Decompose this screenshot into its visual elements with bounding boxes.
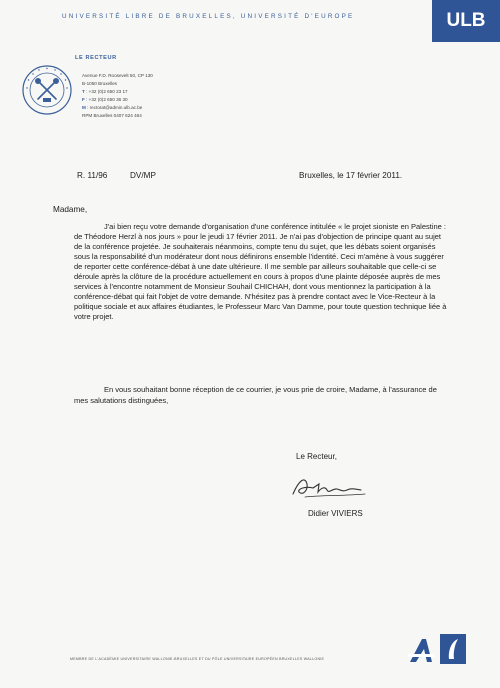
salutation: Madame,	[53, 205, 88, 214]
fax-value: : +32 (0)2 650 36 30	[84, 96, 128, 102]
footer-membership: MEMBRE DE L'ACADÉMIE UNIVERSITAIRE WALLONIE-BRUXELLES ET DU PÔLE UNIVERSITAIRE EUROPÉEN BRUXELLES WALLONIE	[70, 657, 325, 661]
phone-value: : +32 (0)2 650 23 17	[84, 88, 128, 94]
signatory-name: Didier VIVIERS	[308, 509, 363, 518]
signatory-title: Le Recteur,	[296, 452, 337, 461]
rpm-line: RPM Bruxelles 0407 624 464	[82, 112, 142, 118]
address-line: B-1050 Bruxelles	[82, 80, 117, 86]
ulb-logo	[432, 0, 500, 42]
office-heading: LE RECTEUR	[75, 55, 117, 61]
letter-closing	[74, 384, 450, 406]
ulb-seal-icon	[21, 64, 73, 116]
reference-initials: DV/MP	[130, 171, 156, 180]
reference-number: R. 11/96	[77, 171, 108, 180]
pole-logo	[440, 634, 466, 664]
phone-line	[82, 88, 153, 96]
fax-label: F	[82, 96, 85, 102]
email-line	[82, 104, 153, 112]
email-label: M	[82, 104, 86, 110]
address-line: Avenue F.D. Roosevelt 50, CP 130	[82, 73, 153, 78]
handwritten-signature	[285, 470, 375, 502]
letter-body	[74, 222, 450, 322]
university-name-line: UNIVERSITÉ LIBRE DE BRUXELLES, UNIVERSITÉ D'EUROPE	[62, 13, 355, 20]
academie-a-logo	[406, 635, 436, 665]
fax-line	[82, 96, 153, 104]
ulb-logo-text: ULB	[446, 10, 486, 31]
phone-label: T	[82, 88, 85, 94]
body-paragraph: J'ai bien reçu votre demande d'organisation d'une conférence intitulée « le projet sioniste en Palestine : de Théodore Herzl à nos jours » pour le jeudi 17 février 2011. Je n'ai pas d'objection de principe quant au sujet de la conférence projetée. Je souhaiterais néanmoins, compte tenu du sujet, que les débats soient organisés sous la responsabilité d'un modérateur dont nous définirons ensemble l'identité. Ceci m'amène à vous suggérer de reporter cette conférence-débat à une date ultérieure. Il me semble par ailleurs souhaitable que celle-ci se déroule après la clôture de la procédure actuellement en cours à propos d'une plainte déposée auprès de mes services à l'encontre notamment de Monsieur Souhail CHICHAH, dont vous mentionnez la participation à la conférence-débat qui fait l'objet de votre demande. N'hésitez pas à prendre contact avec le Vice-Recteur à la politique sociale et aux affaires étudiantes, le Professeur Marc Van Damme, pour toute question technique liée à votre projet.	[74, 222, 447, 321]
email-value: : rectorat@admin.ulb.ac.be	[85, 104, 143, 110]
address-block	[82, 72, 153, 119]
place-date: Bruxelles, le 17 février 2011.	[299, 171, 403, 180]
closing-paragraph: En vous souhaitant bonne réception de ce courrier, je vous prie de croire, Madame, à l'assurance de mes salutations distinguées,	[74, 385, 437, 405]
